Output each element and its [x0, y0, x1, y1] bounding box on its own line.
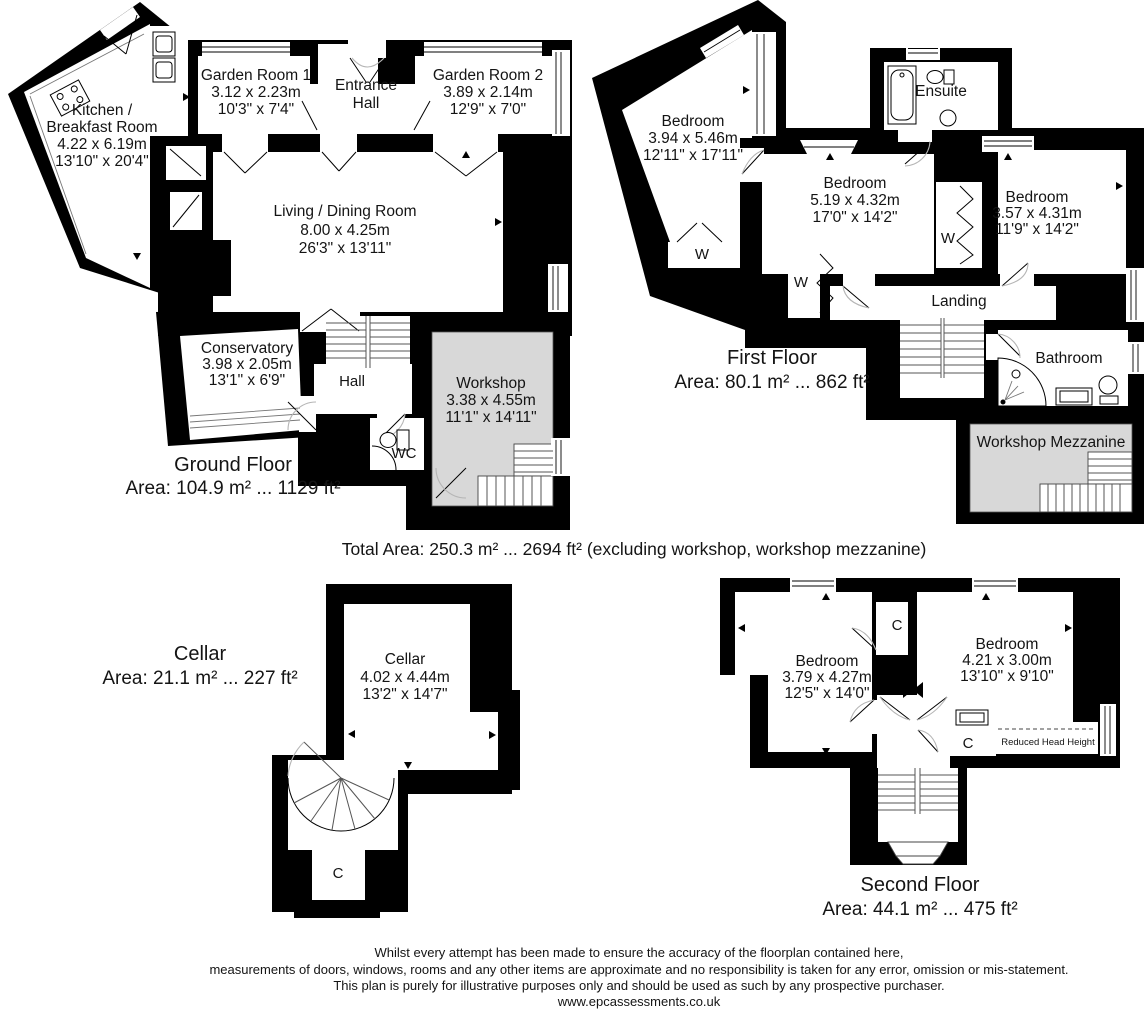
disclaimer-line-1: Whilst every attempt has been made to ensure the accuracy of the floorplan contained here, [374, 945, 904, 960]
second-cupboard-label-2: C [962, 735, 974, 752]
living-name: Living / Dining Room [273, 203, 417, 220]
conservatory-name: Conservatory [200, 340, 294, 357]
garden2-imperial: 12'9" x 7'0" [449, 101, 527, 118]
disclaimer [209, 945, 1068, 1009]
bedroom3-imperial: 11'9" x 14'2" [995, 221, 1079, 238]
cellar-room-name: Cellar [384, 651, 426, 668]
bedroom2-metric: 5.19 x 4.32m [810, 192, 900, 209]
wardrobe-label-1: W [694, 246, 710, 263]
bedroom1-imperial: 12'11" x 17'11" [643, 147, 743, 164]
bedroom4-imperial: 12'5" x 14'0" [784, 685, 870, 702]
ensuite-basin-icon [940, 110, 956, 126]
mezzanine-name: Workshop Mezzanine [976, 434, 1126, 451]
landing-name: Landing [931, 293, 987, 310]
ground-floor-title: Ground Floor [174, 454, 292, 476]
workshop-name: Workshop [456, 375, 526, 392]
workshop-imperial: 11'1" x 14'11" [445, 409, 537, 426]
garden1-imperial: 10'3" x 7'4" [217, 101, 295, 118]
first-floor-title: First Floor [727, 347, 817, 369]
cellar-plan [102, 584, 520, 918]
cellar-cupboard-label: C [332, 865, 344, 882]
kitchen-label: Kitchen / [71, 102, 133, 119]
ground-floor-plan [8, 2, 572, 530]
entrance-label-2: Hall [352, 95, 380, 112]
garden1-metric: 3.12 x 2.23m [211, 84, 301, 101]
bedroom4-name: Bedroom [795, 653, 859, 670]
second-floor-plan [720, 576, 1120, 920]
hall-name: Hall [339, 373, 365, 390]
conservatory-metric: 3.98 x 2.05m [202, 356, 292, 373]
first-floor-plan [592, 0, 1144, 524]
workshop-metric: 3.38 x 4.55m [446, 392, 536, 409]
bathroom-sink-icon [1056, 388, 1092, 405]
kitchen-imperial: 13'10" x 20'4" [55, 153, 149, 170]
total-area-label: Total Area: 250.3 m² ... 2694 ft² (excluding workshop, workshop mezzanine) [341, 539, 927, 559]
living-imperial: 26'3" x 13'11" [298, 240, 392, 257]
living-metric: 8.00 x 4.25m [300, 222, 390, 239]
second-floor-title: Second Floor [860, 874, 980, 896]
disclaimer-website: www.epcassessments.co.uk [557, 994, 721, 1009]
ensuite-toilet-icon [927, 70, 954, 84]
cellar-title: Cellar [173, 643, 227, 665]
garden2-name: Garden Room 2 [432, 67, 544, 84]
cellar-room-imperial: 13'2" x 14'7" [362, 686, 448, 703]
ensuite-bath-icon [888, 66, 916, 124]
bedroom2-name: Bedroom [823, 175, 887, 192]
cellar-area: Area: 21.1 m² ... 227 ft² [102, 668, 298, 689]
disclaimer-line-3: This plan is purely for illustrative purposes only and should be used as such by any prospective purchaser. [333, 978, 945, 993]
second-floor-rooms [735, 576, 1116, 842]
bedroom1-metric: 3.94 x 5.46m [648, 130, 738, 147]
ground-floor-area: Area: 104.9 m² ... 1129 ft² [125, 478, 341, 499]
bedroom1-name: Bedroom [661, 113, 725, 130]
wardrobe-label-3: W [940, 230, 956, 247]
bedroom4-metric: 3.79 x 4.27m [782, 669, 872, 686]
second-cupboard-label-1: C [891, 617, 903, 634]
bedroom3-name: Bedroom [1005, 189, 1069, 206]
bathroom-name: Bathroom [1035, 350, 1103, 367]
wc-name: WC [391, 445, 417, 462]
bedroom5-name: Bedroom [975, 636, 1039, 653]
heater-icon [956, 710, 988, 725]
first-floor-area: Area: 80.1 m² ... 862 ft² [674, 372, 870, 393]
kitchen-label-2: Breakfast Room [46, 119, 158, 136]
second-floor-area: Area: 44.1 m² ... 475 ft² [822, 899, 1018, 920]
wardrobe-label-2: W [793, 274, 809, 291]
garden1-name: Garden Room 1 [200, 67, 312, 84]
cellar-room-metric: 4.02 x 4.44m [360, 669, 450, 686]
bedroom3-metric: 3.57 x 4.31m [992, 205, 1082, 222]
bathroom-toilet-icon [1099, 376, 1118, 404]
bedroom2-imperial: 17'0" x 14'2" [812, 209, 898, 226]
garden2-metric: 3.89 x 2.14m [443, 84, 533, 101]
bedroom5-imperial: 13'10" x 9'10" [960, 668, 1054, 685]
bedroom5-metric: 4.21 x 3.00m [962, 652, 1052, 669]
kitchen-metric: 4.22 x 6.19m [57, 136, 147, 153]
disclaimer-line-2: measurements of doors, windows, rooms and any other items are approximate and no responsibility is taken for any error, omission or mis-statement. [209, 962, 1069, 977]
reduced-head-height-label: Reduced Head Height [1001, 737, 1095, 748]
entrance-label: Entrance [334, 77, 398, 94]
ensuite-name: Ensuite [915, 83, 967, 100]
conservatory-imperial: 13'1" x 6'9" [208, 372, 286, 389]
